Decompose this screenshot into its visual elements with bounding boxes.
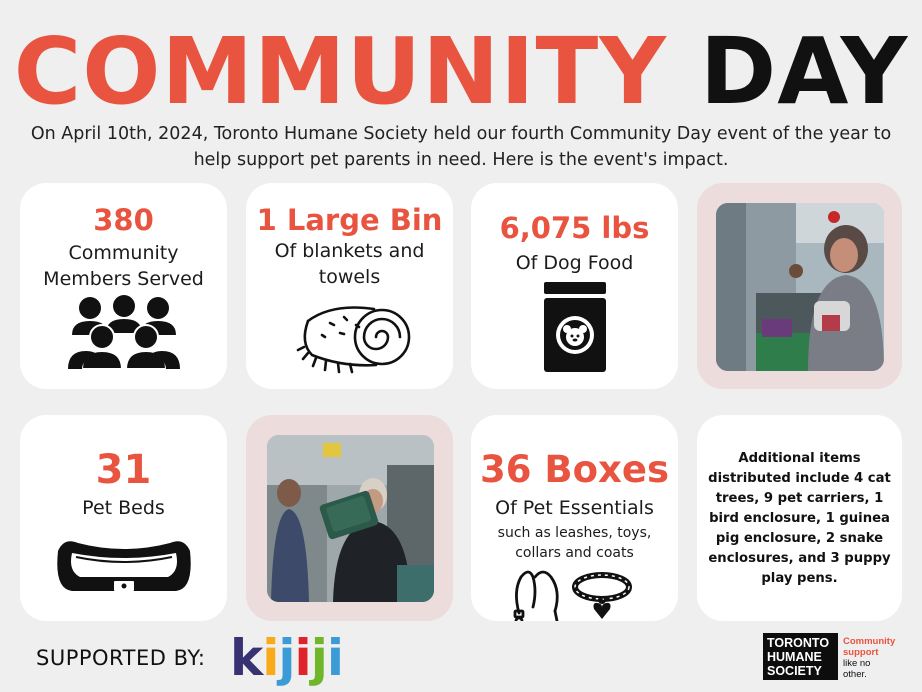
desc-blankets: Of blankets and towels: [274, 240, 425, 288]
kijiji-letter: i: [262, 629, 279, 687]
tagline-line: support: [843, 647, 879, 658]
title-community: COMMUNITY: [13, 18, 667, 125]
supported-by-label: SUPPORTED BY:: [36, 646, 206, 670]
kijiji-letter: k: [230, 629, 263, 687]
page-title: [0, 18, 922, 125]
org-line: TORONTO: [767, 636, 830, 650]
pet-bed-icon: [50, 529, 198, 595]
dog-food-bag-icon: [542, 280, 608, 376]
toronto-humane-society-logo: [763, 633, 838, 680]
tagline-line: like no: [843, 658, 871, 669]
stat-dog-food: 6,075 lbs: [499, 211, 650, 245]
org-tagline: [843, 636, 895, 680]
card-blankets: [246, 183, 453, 389]
kijiji-letter: j: [278, 629, 295, 687]
tagline-line: Community: [843, 636, 896, 647]
desc-dog-food: Of Dog Food: [515, 252, 634, 274]
photo-woman-with-bag: [716, 203, 884, 371]
desc-pet-beds: Pet Beds: [82, 497, 165, 519]
photo-man-with-carrier: [267, 435, 434, 602]
tagline-line: other.: [843, 669, 867, 680]
card-pet-essentials: [471, 415, 678, 621]
org-line: SOCIETY: [767, 664, 822, 678]
card-community-members: [20, 183, 227, 389]
collar-icon: [572, 569, 632, 621]
desc-community-members: Community Members Served: [43, 242, 204, 290]
stat-pet-essentials: 36 Boxes: [480, 448, 669, 491]
kijiji-letter: i: [294, 629, 311, 687]
title-day: DAY: [699, 18, 909, 125]
kijiji-letter: j: [310, 629, 327, 687]
intro-text: On April 10th, 2024, Toronto Humane Society held our fourth Community Day event of the year to help support pet parents in need. Here is the event's impact.: [30, 124, 892, 170]
stat-pet-beds: 31: [95, 447, 152, 493]
desc-pet-essentials: Of Pet Essentials: [495, 497, 654, 519]
card-photo-volunteer: [697, 183, 902, 389]
org-line: HUMANE: [767, 650, 822, 664]
stat-community-members: 380: [93, 203, 154, 237]
subdesc-pet-essentials: such as leashes, toys, collars and coats: [497, 525, 652, 561]
additional-items-text: Additional items distributed include 4 cat trees, 9 pet carriers, 1 bird enclosure, 1 guinea pig enclosure, 2 snake enclosures, and 3 puppy play pens.: [708, 451, 891, 586]
stat-blankets: 1 Large Bin: [256, 203, 443, 237]
card-dog-food: [471, 183, 678, 389]
people-group-icon: [68, 293, 180, 371]
card-additional-items: [697, 415, 902, 621]
rolled-blanket-icon: [292, 291, 412, 381]
leash-icon: [511, 567, 565, 621]
card-photo-pet-carrier: [246, 415, 453, 621]
kijiji-logo: [230, 628, 343, 688]
card-pet-beds: [20, 415, 227, 621]
kijiji-letter: i: [326, 629, 343, 687]
